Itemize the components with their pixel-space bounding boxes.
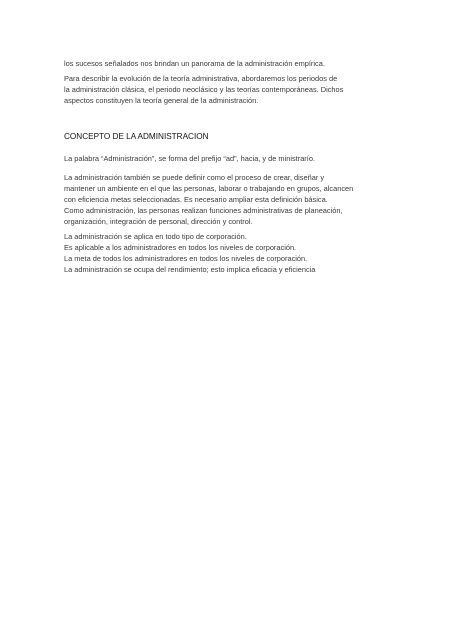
text-line: La meta de todos los administradores en todos los niveles de corporación. <box>64 254 308 263</box>
text-line: los sucesos señalados nos brindan un panorama de la administración empírica. <box>64 59 325 68</box>
text-line: La administración también se puede definir como el proceso de crear, diseñar y <box>64 173 325 182</box>
intro-paragraph-2 <box>64 73 394 106</box>
text-line: La administración se ocupa del rendimiento; esto implica eficacia y eficiencia <box>64 265 316 274</box>
concept-paragraph-2 <box>64 172 394 227</box>
concept-paragraph-1 <box>64 153 394 164</box>
text-line: con eficiencia metas seleccionadas. Es necesario ampliar esta definición básica. <box>64 195 328 204</box>
text-line: La administración se aplica en todo tipo de corporación. <box>64 232 247 241</box>
intro-paragraph-1 <box>64 58 394 69</box>
section-heading: CONCEPTO DE LA ADMINISTRACION <box>64 132 209 141</box>
text-line: organización, integración de personal, dirección y control. <box>64 217 253 226</box>
text-line: La palabra “Administración”, se forma del prefijo “ad”, hacia, y de ministrarío. <box>64 154 315 163</box>
text-line: Como administración, las personas realizan funciones administrativas de planeación, <box>64 206 343 215</box>
document-body <box>64 58 394 275</box>
text-line: mantener un ambiente en el que las personas, laborar o trabajando en grupos, alcancen <box>64 184 354 193</box>
text-line: Es aplicable a los administradores en todos los niveles de corporación. <box>64 243 297 252</box>
text-line: aspectos constituyen la teoría general de la administración. <box>64 96 259 105</box>
text-line: Para describir la evolución de la teoría administrativa, abordaremos los periodos de <box>64 74 338 83</box>
text-line: la administración clásica, el periodo neoclásico y las teorías contemporáneas. Dichos <box>64 85 344 94</box>
concept-paragraph-3 <box>64 231 394 275</box>
